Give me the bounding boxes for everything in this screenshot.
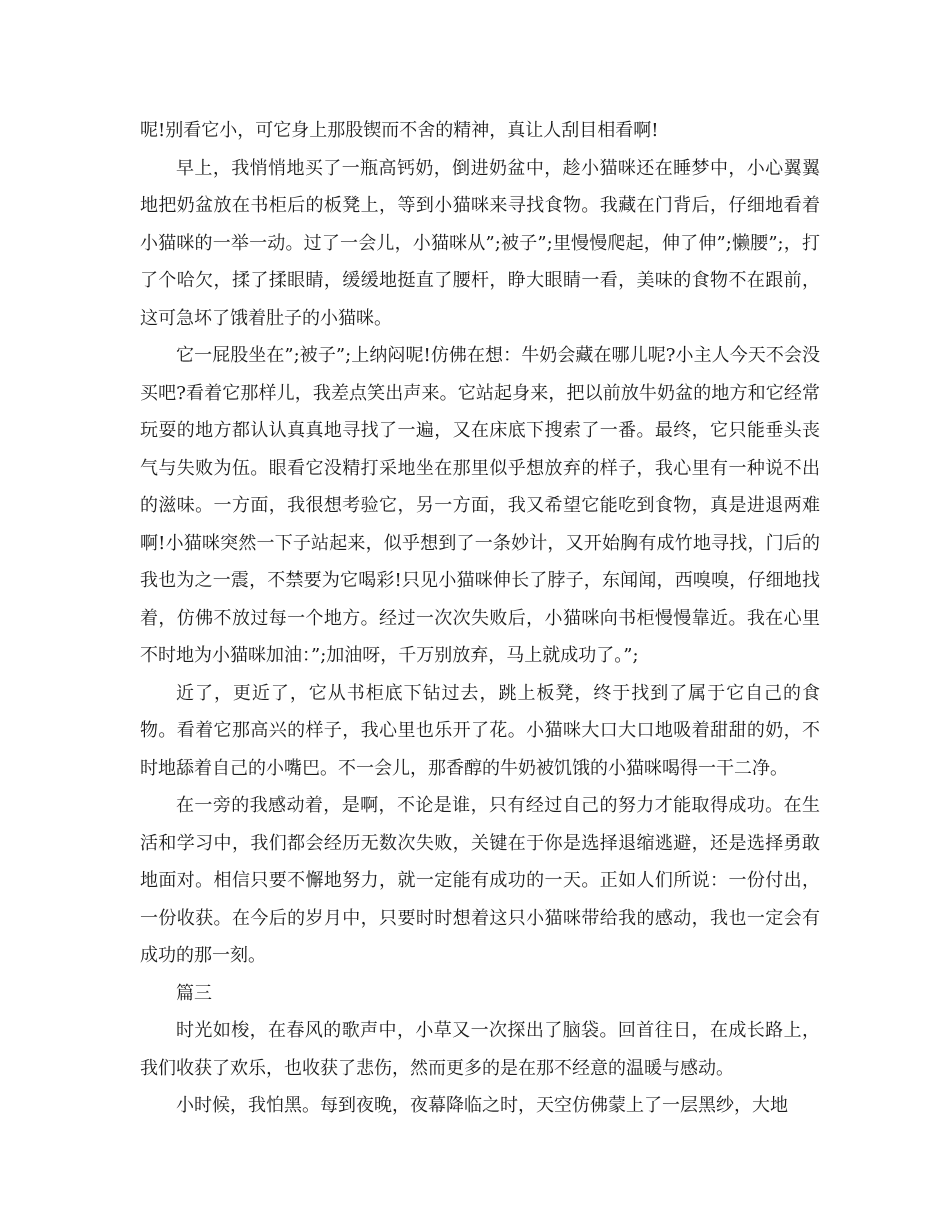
document-body (140, 112, 820, 1125)
section-heading: 篇三 (176, 982, 212, 1004)
paragraph-found-food: 近了，更近了，它从书柜底下钻过去，跳上板凳，终于找到了属于它自己的食物。看着它那高兴的样子，我心里也乐开了花。小猫咪大口大口地吸着甜甜的奶，不时地舔着自己的小嘴巴。不一会儿，那香醇的牛奶被饥饿的小猫咪喝得一干二净。 (140, 682, 820, 779)
paragraph-search: 它一屁股坐在”;被子”;上纳闷呢!仿佛在想：牛奶会藏在哪儿呢?小主人今天不会没买吧?看着它那样儿，我差点笑出声来。它站起身来，把以前放牛奶盆的地方和它经常玩耍的地方都认认真真地寻找了一遍，又在床底下搜索了一番。最终，它只能垂头丧气与失败为伍。眼看它没精打采地坐在那里似乎想放弃的样子，我心里有一种说不出的滋味。一方面，我很想考验它，另一方面，我又希望它能吃到食物，真是进退两难啊!小猫咪突然一下子站起来，似乎想到了一条妙计，又开始胸有成竹地寻找，门后的我也为之一震，不禁要为它喝彩!只见小猫咪伸长了脖子，东闻闻，西嗅嗅，仔细地找着，仿佛不放过每一个地方。经过一次次失败后，小猫咪向书柜慢慢靠近。我在心里不时地为小猫咪加油：”;加油呀，千万别放弃，马上就成功了。”; (140, 345, 820, 666)
paragraph-childhood: 小时候，我怕黑。每到夜晚，夜幕降临之时，天空仿佛蒙上了一层黑纱，大地 (176, 1095, 788, 1116)
paragraph-morning: 早上，我悄悄地买了一瓶高钙奶，倒进奶盆中，趁小猫咪还在睡梦中，小心翼翼地把奶盆放在书柜后的板凳上，等到小猫咪来寻找食物。我藏在门背后，仔细地看着小猫咪的一举一动。过了一会儿，小猫咪从”;被子”;里慢慢爬起，伸了伸”;懒腰”;，打了个哈欠，揉了揉眼睛，缓缓地挺直了腰杆，睁大眼睛一看，美味的食物不在跟前，这可急坏了饿着肚子的小猫咪。 (140, 157, 820, 329)
paragraph-continuation: 呢!别看它小，可它身上那股锲而不舍的精神，真让人刮目相看啊! (140, 120, 659, 141)
paragraph-reflection: 在一旁的我感动着，是啊，不论是谁，只有经过自己的努力才能取得成功。在生活和学习中，我们都会经历无数次失败，关键在于你是选择退缩逃避，还是选择勇敢地面对。相信只要不懈地努力，就一定能有成功的一天。正如人们所说：一份付出，一份收获。在今后的岁月中，只要时时想着这只小猫咪带给我的感动，我也一定会有成功的那一刻。 (140, 795, 820, 966)
paragraph-time-flies: 时光如梭，在春风的歌声中，小草又一次探出了脑袋。回首往日，在成长路上，我们收获了欢乐，也收获了悲伤，然而更多的是在那不经意的温暖与感动。 (140, 1020, 820, 1079)
